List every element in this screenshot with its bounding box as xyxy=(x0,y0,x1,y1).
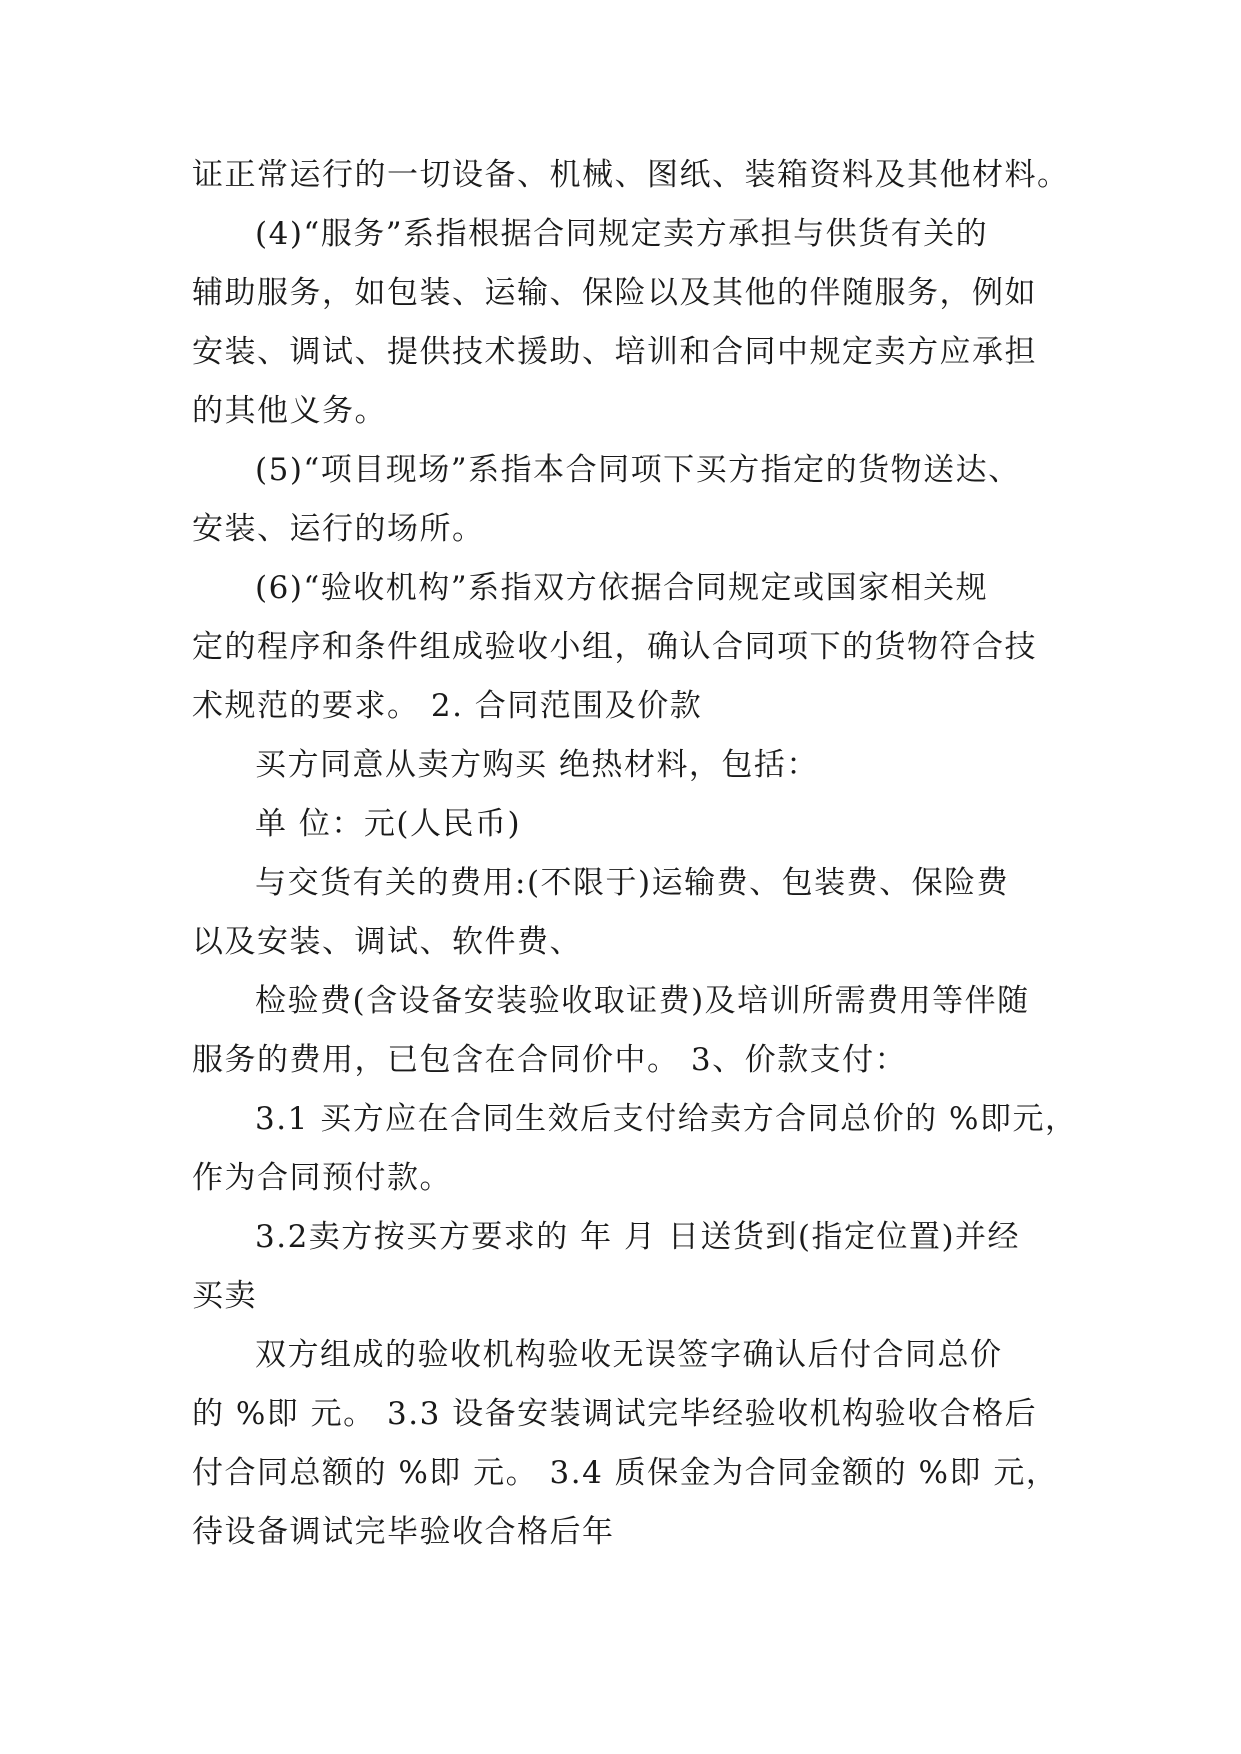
text-line: (6)“验收机构”系指双方依据合同规定或国家相关规 xyxy=(255,570,989,606)
text-line: 单 位：元(人民币) xyxy=(255,806,522,842)
text-line: 证正常运行的一切设备、机械、图纸、装箱资料及其他材料。 xyxy=(192,157,1070,193)
text-line: 检验费(含设备安装验收取证费)及培训所需费用等伴随 xyxy=(255,983,1030,1019)
text-line: 服务的费用，已包含在合同价中。 3、价款支付： xyxy=(192,1042,908,1078)
text-line: 买方同意从卖方购买 绝热材料，包括： xyxy=(255,747,819,783)
text-line: 安装、运行的场所。 xyxy=(192,511,485,547)
text-line: 与交货有关的费用:(不限于)运输费、包装费、保险费 xyxy=(255,865,1010,901)
text-line: 安装、调试、提供技术援助、培训和合同中规定卖方应承担 xyxy=(192,334,1037,370)
text-line: 作为合同预付款。 xyxy=(192,1160,452,1196)
text-line: 辅助服务，如包装、运输、保险以及其他的伴随服务，例如 xyxy=(192,275,1037,311)
text-line: 的其他义务。 xyxy=(192,393,387,429)
contract-body-text xyxy=(192,156,1078,1551)
text-line: 以及安装、调试、软件费、 xyxy=(192,924,582,960)
text-line: 双方组成的验收机构验收无误签字确认后付合同总价 xyxy=(255,1337,1003,1373)
text-line: 3.2卖方按买方要求的 年 月 日送货到(指定位置)并经 xyxy=(255,1219,1021,1255)
text-line: 买卖 xyxy=(192,1278,257,1314)
text-line: 待设备调试完毕验收合格后年 xyxy=(192,1514,615,1550)
text-line: 的 %即 元。 3.3 设备安装调试完毕经验收机构验收合格后 xyxy=(192,1396,1038,1432)
text-line: (4)“服务”系指根据合同规定卖方承担与供货有关的 xyxy=(255,216,989,252)
text-line: 付合同总额的 %即 元。 3.4 质保金为合同金额的 %即 元， xyxy=(192,1455,1059,1491)
text-line: 定的程序和条件组成验收小组，确认合同项下的货物符合技 xyxy=(192,629,1037,665)
text-line: 术规范的要求。 2. 合同范围及价款 xyxy=(192,688,703,724)
text-line: (5)“项目现场”系指本合同项下买方指定的货物送达、 xyxy=(255,452,1021,488)
text-line: 3.1 买方应在合同生效后支付给卖方合同总价的 %即元， xyxy=(255,1101,1078,1137)
